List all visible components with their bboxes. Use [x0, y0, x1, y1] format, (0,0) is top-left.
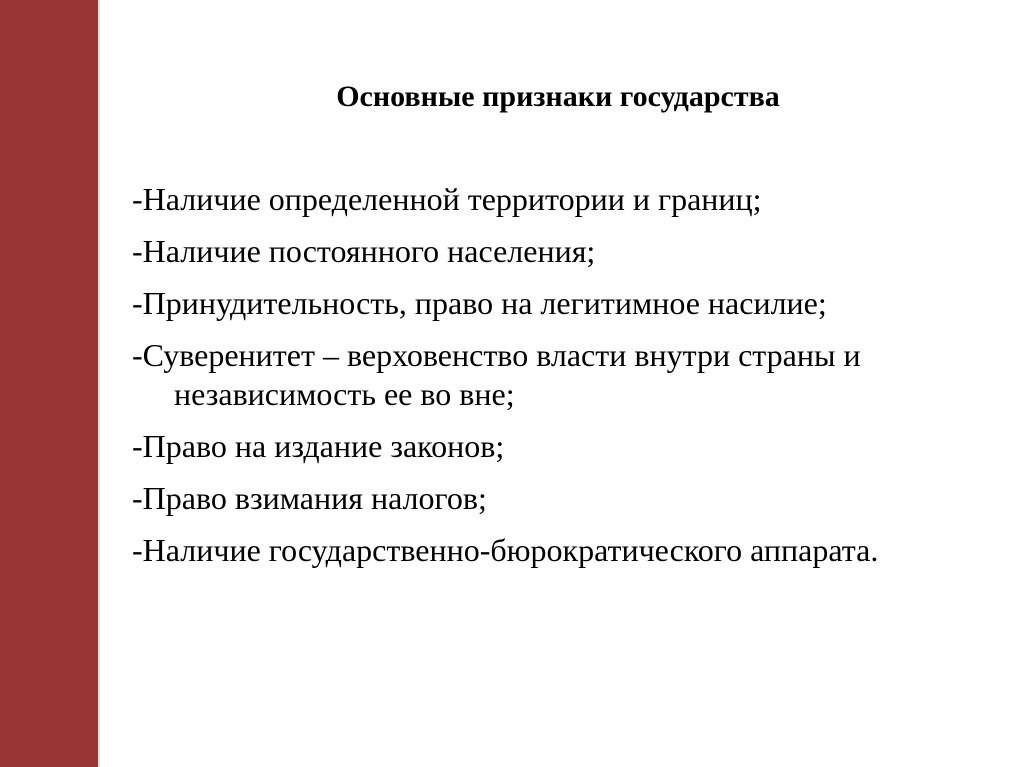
list-item: -Принудительность, право на легитимное насилие; — [132, 285, 827, 321]
side-bar-edge — [98, 0, 100, 767]
list-item: -Наличие определенной территории и границ; — [132, 181, 762, 217]
accent-side-bar — [0, 0, 98, 767]
features-list — [132, 180, 922, 583]
slide-title: Основные признаки государства — [336, 80, 780, 113]
list-item: -Наличие государственно-бюрократического аппарата. — [132, 532, 879, 568]
list-item: -Суверенитет – верховенство власти внутри страны и независимость ее во вне; — [132, 337, 861, 412]
list-item: -Право взимания налогов; — [132, 480, 487, 516]
list-item: -Право на издание законов; — [132, 428, 505, 464]
list-item: -Наличие постоянного населения; — [132, 233, 596, 269]
